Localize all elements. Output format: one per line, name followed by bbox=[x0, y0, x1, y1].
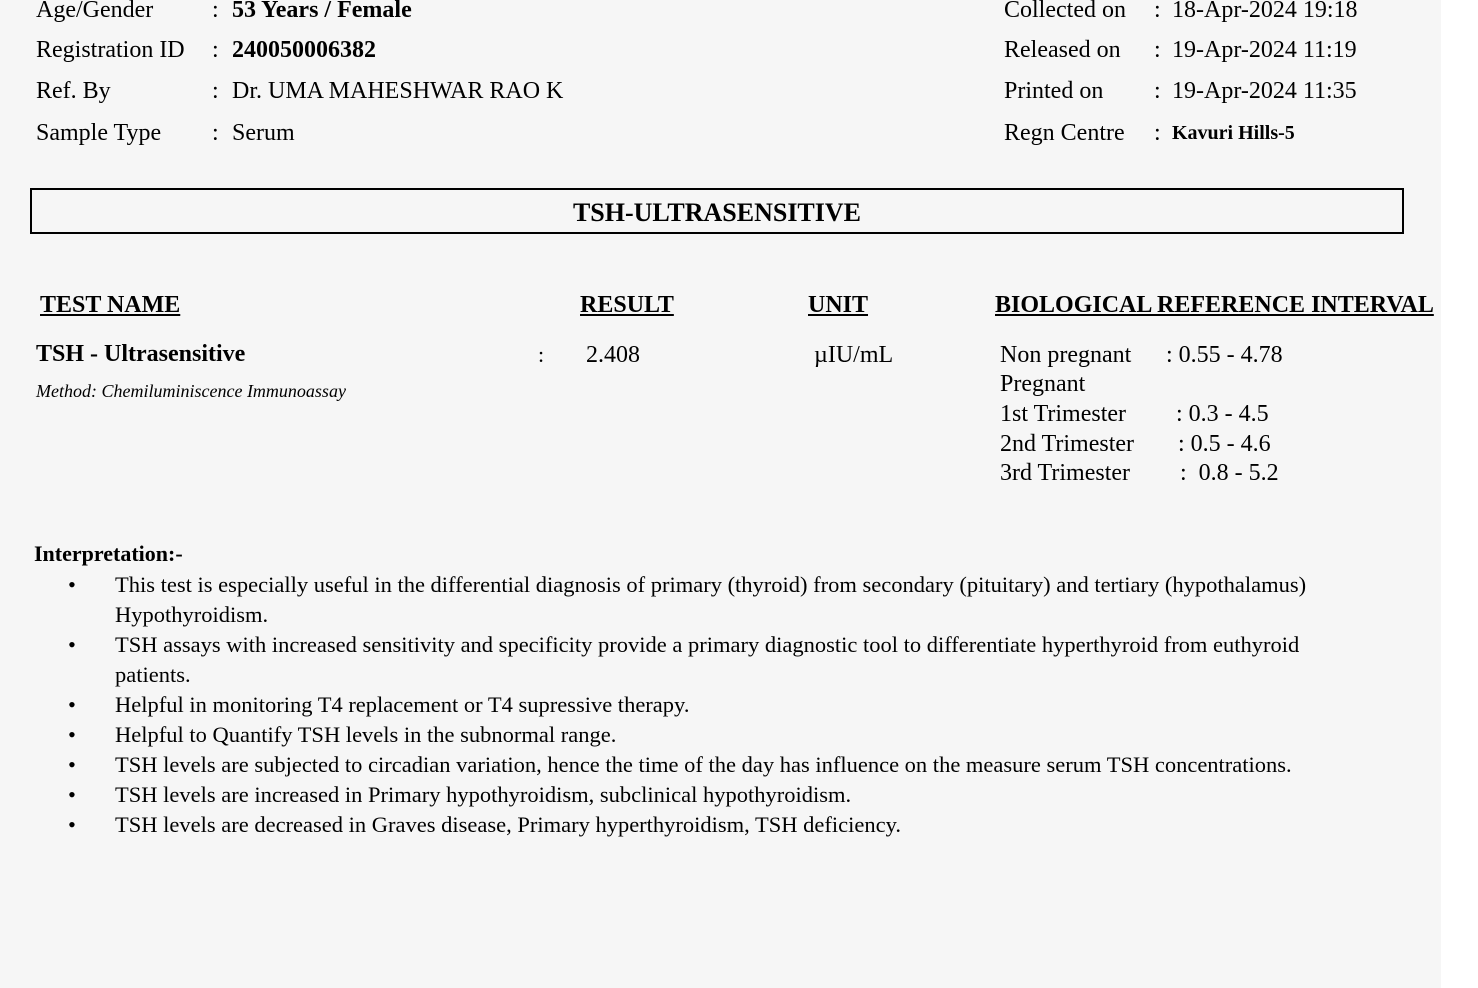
bullet-icon: • bbox=[68, 752, 76, 777]
regn-centre-value: Kavuri Hills-5 bbox=[1172, 122, 1295, 144]
header-test-name: TEST NAME bbox=[40, 292, 181, 318]
bullet-icon: • bbox=[68, 812, 76, 837]
collected-on-colon: : bbox=[1154, 0, 1161, 23]
ref-non-pregnant-label: Non pregnant bbox=[1000, 342, 1132, 368]
age-gender-colon: : bbox=[212, 0, 219, 23]
test-method: Method: Chemiluminiscence Immunoassay bbox=[36, 381, 346, 401]
bullet-icon: • bbox=[68, 632, 76, 657]
collected-on-label: Collected on bbox=[1004, 0, 1126, 23]
printed-on-label: Printed on bbox=[1004, 78, 1104, 104]
list-item: • This test is especially useful in the differential diagnosis of primary (thyroid) from secondary (pituitary) and tertiary (hypothalamus) Hypothyroidism. bbox=[68, 572, 1307, 627]
result-unit: µIU/mL bbox=[814, 342, 894, 368]
age-gender-label: Age/Gender bbox=[36, 0, 154, 23]
age-gender-value: 53 Years / Female bbox=[232, 0, 412, 23]
ref-pregnant-label: Pregnant bbox=[1000, 371, 1086, 397]
ref-non-pregnant-value: : 0.55 - 4.78 bbox=[1166, 342, 1283, 368]
ref-by-value: Dr. UMA MAHESHWAR RAO K bbox=[232, 78, 564, 104]
list-item: • TSH assays with increased sensitivity and specificity provide a primary diagnostic tool to differentiate hyperthyroid from euthyroid patients. bbox=[68, 632, 1300, 687]
bullet-icon: • bbox=[68, 572, 76, 597]
list-item: • TSH levels are decreased in Graves disease, Primary hyperthyroidism, TSH deficiency. bbox=[60, 810, 1380, 840]
ref-by-label: Ref. By bbox=[36, 78, 111, 104]
test-name: TSH - Ultrasensitive bbox=[36, 341, 246, 367]
result-colon: : bbox=[538, 342, 545, 367]
ref-trimester1-value: : 0.3 - 4.5 bbox=[1176, 401, 1269, 427]
header-unit: UNIT bbox=[808, 292, 869, 318]
bullet-icon: • bbox=[68, 722, 76, 747]
list-item: • TSH levels are increased in Primary hypothyroidism, subclinical hypothyroidism. bbox=[60, 780, 1380, 810]
registration-id-label: Registration ID bbox=[36, 37, 185, 63]
ref-trimester3-label: 3rd Trimester bbox=[1000, 460, 1131, 486]
sample-type-label: Sample Type bbox=[36, 120, 162, 146]
sample-type-colon: : bbox=[212, 120, 219, 146]
ref-by-colon: : bbox=[212, 78, 219, 104]
interpretation-title: Interpretation:- bbox=[34, 541, 183, 566]
ref-trimester2-label: 2nd Trimester bbox=[1000, 431, 1135, 457]
bullet-icon: • bbox=[68, 782, 76, 807]
registration-id-value: 240050006382 bbox=[232, 37, 376, 63]
result-value: 2.408 bbox=[586, 342, 640, 368]
report-title: TSH-ULTRASENSITIVE bbox=[572, 198, 862, 227]
registration-id-colon: : bbox=[212, 37, 219, 63]
list-item: • Helpful to Quantify TSH levels in the subnormal range. bbox=[60, 720, 1380, 750]
ref-trimester3-value: : 0.8 - 5.2 bbox=[1180, 460, 1279, 486]
header-result: RESULT bbox=[580, 292, 674, 318]
interpretation-list bbox=[60, 570, 1380, 840]
collected-on-value: 18-Apr-2024 19:18 bbox=[1172, 0, 1358, 23]
ref-trimester2-value: : 0.5 - 4.6 bbox=[1178, 431, 1271, 457]
report-title-box bbox=[30, 188, 1404, 234]
bullet-icon: • bbox=[68, 692, 76, 717]
released-on-value: 19-Apr-2024 11:19 bbox=[1172, 37, 1357, 63]
released-on-colon: : bbox=[1154, 37, 1161, 63]
regn-centre-colon: : bbox=[1154, 120, 1161, 146]
released-on-label: Released on bbox=[1004, 37, 1121, 63]
list-item: • TSH levels are subjected to circadian variation, hence the time of the day has influence on the measure serum TSH concentrations. bbox=[60, 750, 1380, 780]
regn-centre-label: Regn Centre bbox=[1004, 120, 1125, 146]
list-item: • Helpful in monitoring T4 replacement or T4 supressive therapy. bbox=[60, 690, 1380, 720]
sample-type-value: Serum bbox=[232, 120, 295, 146]
printed-on-value: 19-Apr-2024 11:35 bbox=[1172, 78, 1357, 104]
ref-trimester1-label: 1st Trimester bbox=[1000, 401, 1127, 427]
header-reference: BIOLOGICAL REFERENCE INTERVAL bbox=[995, 292, 1434, 318]
printed-on-colon: : bbox=[1154, 78, 1161, 104]
